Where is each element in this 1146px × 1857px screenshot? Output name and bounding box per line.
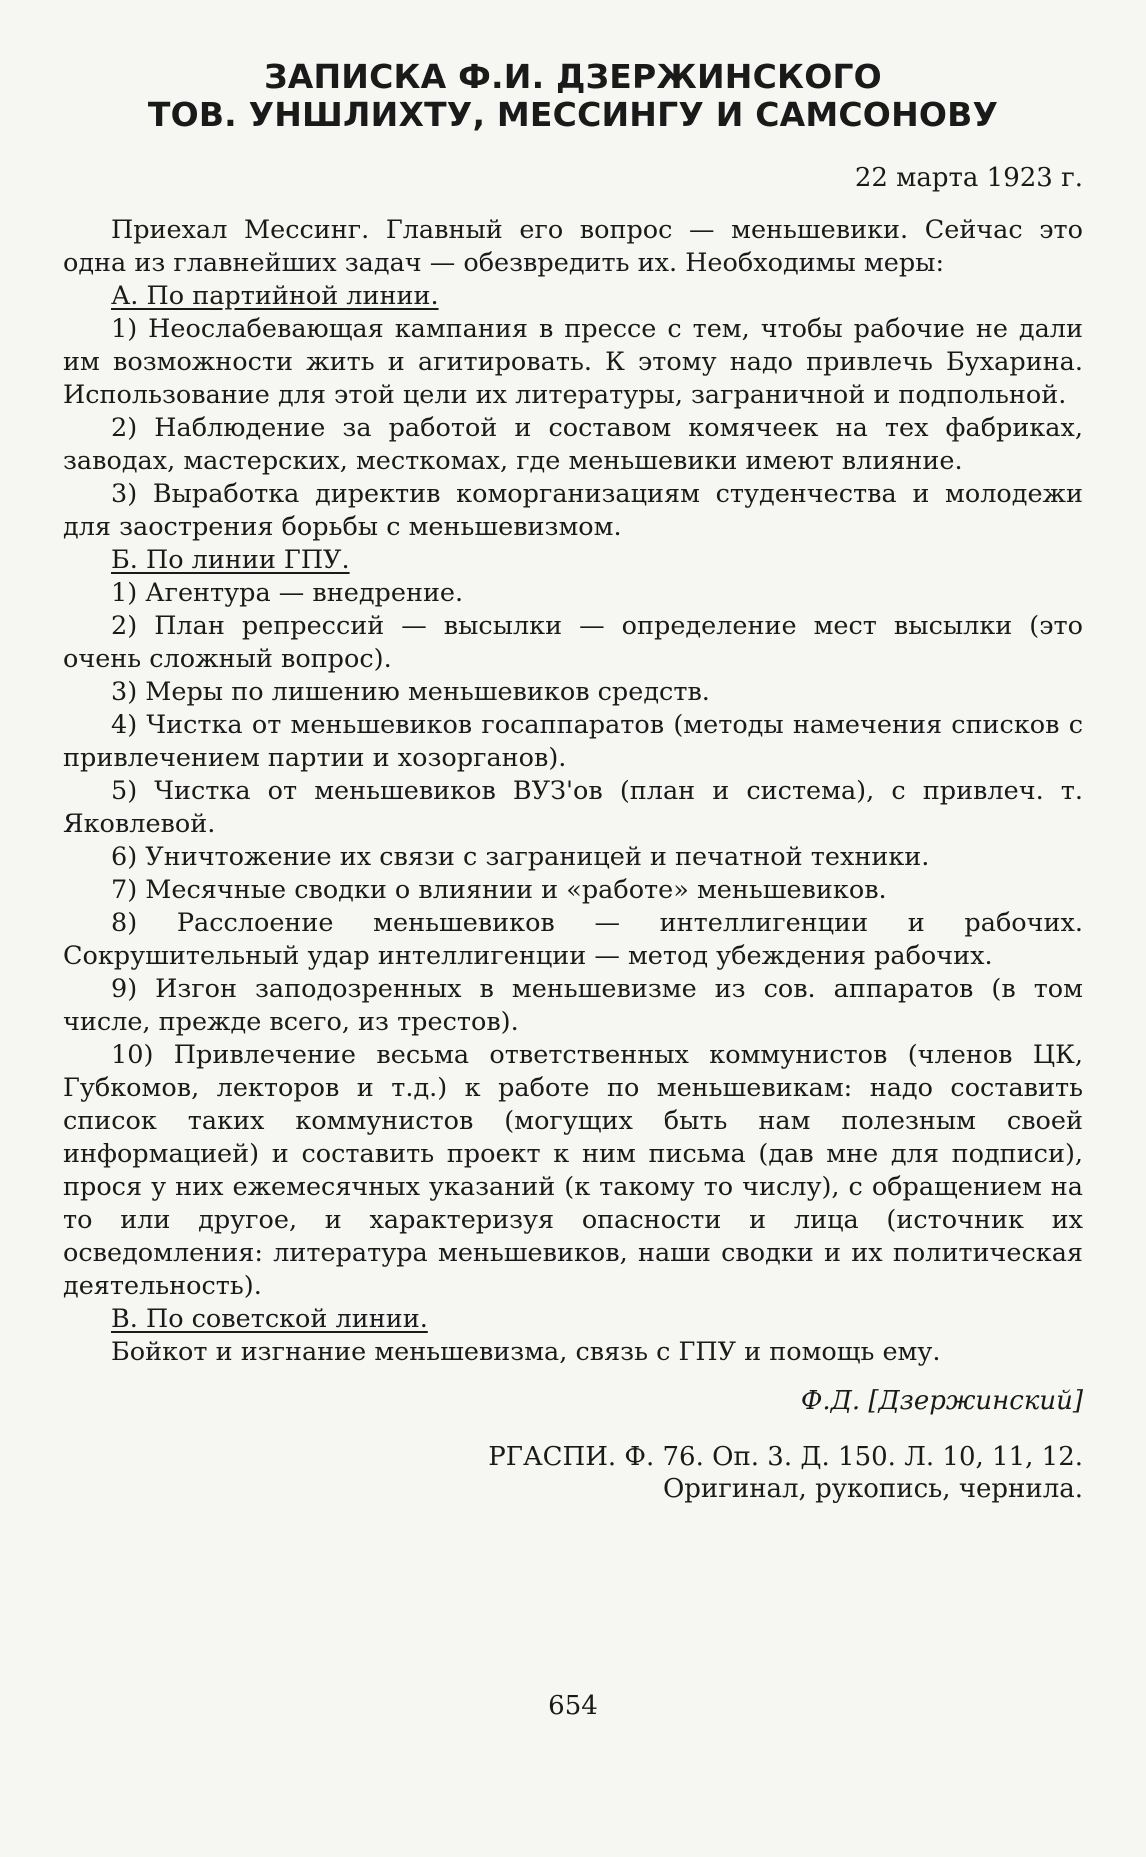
document-body bbox=[63, 58, 1083, 1505]
archive-note-line: Оригинал, рукопись, чернила. bbox=[662, 1474, 1083, 1504]
section-a-item-2: 2) Наблюдение за работой и составом комячеек на тех фабриках, заводах, мастерских, месткомах, где меньшевики имеют влияние. bbox=[63, 413, 1083, 476]
section-b-item-4: 4) Чистка от меньшевиков госаппаратов (методы намечения списков с привлечением партии и хозорганов). bbox=[63, 710, 1083, 773]
section-b-heading: Б. По линии ГПУ. bbox=[111, 545, 350, 575]
archive-reference bbox=[63, 1441, 1083, 1505]
section-b-item-8: 8) Расслоение меньшевиков — интеллигенции и рабочих. Сокрушительный удар интеллигенции — метод убеждения рабочих. bbox=[63, 908, 1083, 971]
page-number: 654 bbox=[548, 1691, 598, 1721]
title-line-1: ЗАПИСКА Ф.И. ДЗЕРЖИНСКОГО bbox=[264, 57, 882, 96]
section-b-item-9: 9) Изгон заподозренных в меньшевизме из сов. аппаратов (в том числе, прежде всего, из трестов). bbox=[63, 974, 1083, 1037]
section-a-item-3: 3) Выработка директив коморганизациям студенчества и молодежи для заострения борьбы с меньшевизмом. bbox=[63, 479, 1083, 542]
intro-paragraph: Приехал Мессинг. Главный его вопрос — меньшевики. Сейчас это одна из главнейших задач — обезвредить их. Необходимы меры: bbox=[63, 215, 1083, 278]
section-b-item-2: 2) План репрессий — высылки — определение мест высылки (это очень сложный вопрос). bbox=[63, 611, 1083, 674]
document-date: 22 марта 1923 г. bbox=[854, 163, 1083, 193]
section-b-item-10: 10) Привлечение весьма ответственных коммунистов (членов ЦК, Губкомов, лекторов и т.д.) к работе по меньшевикам: надо составить список таких коммунистов (могущих быть нам полезным своей информацией) и составить проект к ним письма (дав мне для подписи), прося у них ежемесячных указаний (к такому то числу), с обращением на то или другое, и характеризуя опасности и лица (источник их осведомления: литература меньшевиков, наши сводки и их политическая деятельность). bbox=[63, 1040, 1083, 1301]
section-a-item-1: 1) Неослабевающая кампания в прессе с тем, чтобы рабочие не дали им возможности жить и агитировать. К этому надо привлечь Бухарина. Использование для этой цели их литературы, заграничной и подпольной. bbox=[63, 314, 1083, 410]
section-c-text: Бойкот и изгнание меньшевизма, связь с ГПУ и помощь ему. bbox=[111, 1337, 941, 1367]
section-b-item-1: 1) Агентура — внедрение. bbox=[111, 578, 464, 608]
section-b-item-3: 3) Меры по лишению меньшевиков средств. bbox=[111, 677, 710, 707]
title-line-2: ТОВ. УНШЛИХТУ, МЕССИНГУ И САМСОНОВУ bbox=[147, 95, 999, 134]
section-b-item-7: 7) Месячные сводки о влиянии и «работе» меньшевиков. bbox=[111, 875, 887, 905]
section-a-heading: А. По партийной линии. bbox=[111, 281, 439, 311]
archive-ref-line: РГАСПИ. Ф. 76. Оп. 3. Д. 150. Л. 10, 11, 12. bbox=[488, 1442, 1083, 1472]
section-b-item-5: 5) Чистка от меньшевиков ВУЗ'ов (план и система), с привлеч. т. Яковлевой. bbox=[63, 776, 1083, 839]
section-c-heading: В. По советской линии. bbox=[111, 1304, 428, 1334]
signature: Ф.Д. [Дзержинский] bbox=[800, 1386, 1083, 1416]
section-b-item-6: 6) Уничтожение их связи с заграницей и печатной техники. bbox=[111, 842, 930, 872]
document-title bbox=[63, 58, 1083, 134]
